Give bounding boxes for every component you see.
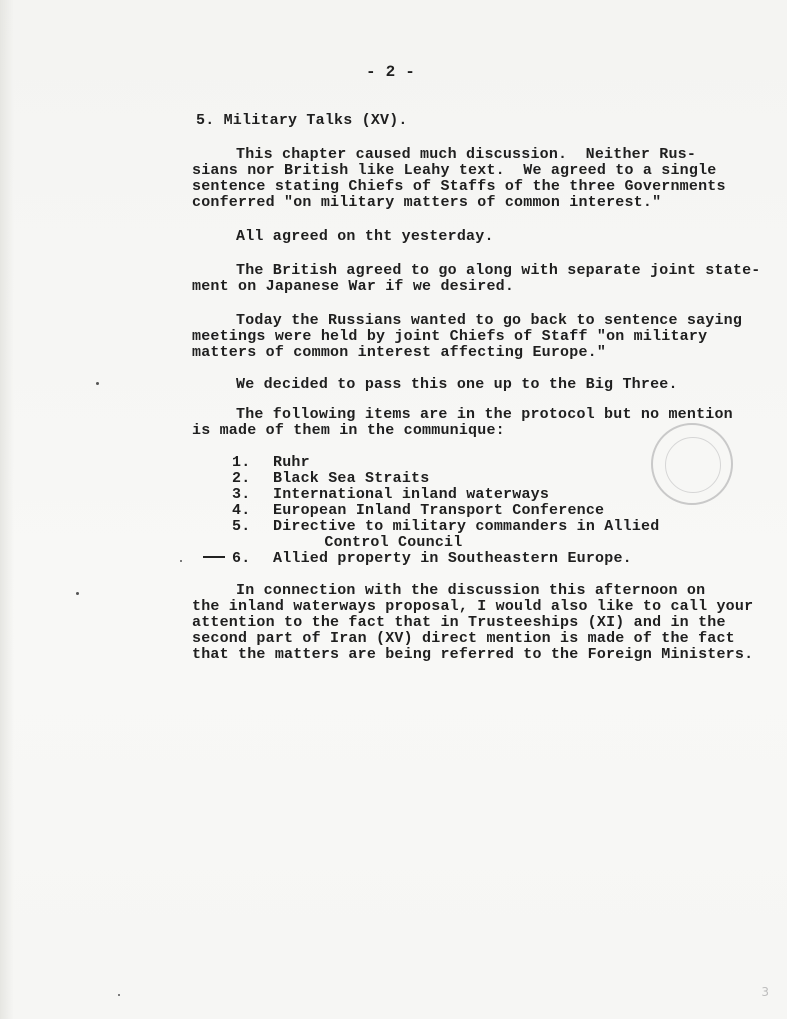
- paragraph-line: This chapter caused much discussion. Neither Rus-: [236, 146, 697, 163]
- paper-speck: [180, 560, 182, 562]
- paragraph-line: ment on Japanese War if we desired.: [192, 278, 515, 295]
- list-item: Directive to military commanders in Allied: [273, 518, 660, 535]
- paragraph-line: We decided to pass this one up to the Big Three.: [236, 376, 678, 393]
- list-item-number: 5.: [232, 518, 251, 535]
- corner-mark: 3: [761, 985, 769, 999]
- list-item-number: 2.: [232, 470, 251, 487]
- paper-speck: [96, 382, 99, 385]
- paragraph-line: Today the Russians wanted to go back to sentence saying: [236, 312, 743, 329]
- archive-stamp-inner-ring: [665, 437, 721, 493]
- paper-speck: [118, 994, 120, 996]
- paragraph-line: The following items are in the protocol but no mention: [236, 406, 733, 423]
- list-item-number: 3.: [232, 486, 251, 503]
- paragraph-line: The British agreed to go along with separate joint state-: [236, 262, 761, 279]
- list-item: Allied property in Southeastern Europe.: [273, 550, 632, 567]
- page-number: - 2 -: [366, 63, 416, 81]
- list-item-number: 4.: [232, 502, 251, 519]
- paragraph-line: second part of Iran (XV) direct mention is made of the fact: [192, 630, 735, 647]
- paragraph-line: attention to the fact that in Trusteeships (XI) and in the: [192, 614, 726, 631]
- paper-speck: [76, 592, 79, 595]
- list-item: Ruhr: [273, 454, 310, 471]
- list-item: European Inland Transport Conference: [273, 502, 605, 519]
- paragraph-line: that the matters are being referred to the Foreign Ministers.: [192, 646, 754, 663]
- paragraph-line: In connection with the discussion this afternoon on: [236, 582, 706, 599]
- paragraph-line: is made of them in the communique:: [192, 422, 505, 439]
- list-item: International inland waterways: [273, 486, 550, 503]
- list-item: Black Sea Straits: [273, 470, 430, 487]
- paragraph-line: sentence stating Chiefs of Staffs of the three Governments: [192, 178, 726, 195]
- list-item-continuation: Control Council: [306, 534, 463, 551]
- page-edge-shadow: [0, 0, 14, 1019]
- paragraph-line: meetings were held by joint Chiefs of Staff "on military: [192, 328, 708, 345]
- list-item-number: 6.: [232, 550, 251, 567]
- paragraph-line: matters of common interest affecting Europe.": [192, 344, 607, 361]
- margin-dash-mark: [203, 556, 225, 558]
- section-heading: 5. Military Talks (XV).: [196, 112, 408, 129]
- paragraph-line: All agreed on tht yesterday.: [236, 228, 494, 245]
- paragraph-line: conferred "on military matters of common interest.": [192, 194, 662, 211]
- archive-stamp: [651, 423, 733, 505]
- paragraph-line: the inland waterways proposal, I would also like to call your: [192, 598, 754, 615]
- list-item-number: 1.: [232, 454, 251, 471]
- paragraph-line: sians nor British like Leahy text. We agreed to a single: [192, 162, 717, 179]
